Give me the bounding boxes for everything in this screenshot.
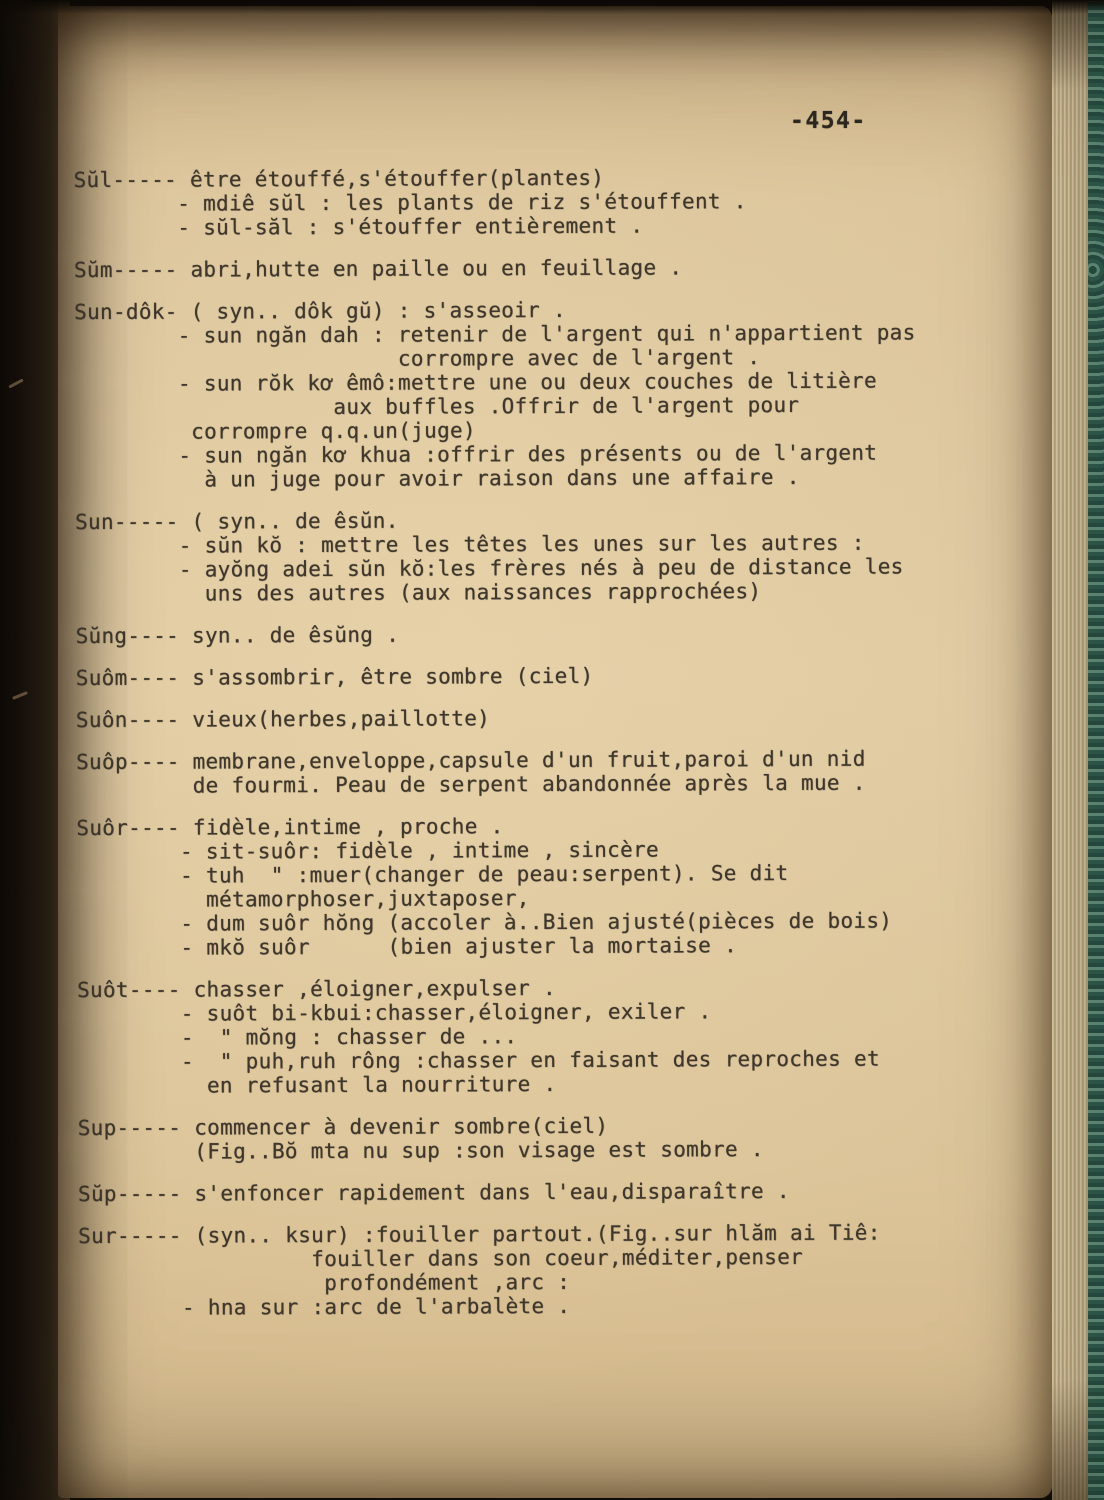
entry-line: - sun rŏk kơ êmô:mettre une ou deux couches de litière [74,368,877,397]
entry-line: Sŭl----- être étouffé,s'étouffer(plantes) [73,165,605,193]
entry-line: - sŭl-săl : s'étouffer entièrement . [73,213,644,241]
entry-line: aux buffles .Offrir de l'argent pour [74,392,800,421]
dictionary-entry [77,974,1036,1098]
entry-line: - mkŏ suôr (bien ajuster la mortaise . [76,933,738,961]
photo-top-shadow [0,0,1104,14]
entry-line: en refusant la nourriture . [77,1071,557,1099]
dictionary-entry [78,1178,1036,1206]
page-edges [1052,0,1088,1500]
entry-line: - sun ngăn kơ khua :offrir des présents ou de l'argent [74,440,878,469]
binding-stitch [12,691,28,700]
entry-line: - tuh " :muer(changer de peau:serpent). Se dit [76,860,789,889]
dictionary-entry [75,620,1033,648]
dictionary-entry [78,1112,1036,1164]
entry-line: corrompre avec de l'argent . [74,345,761,373]
entry-line: fouiller dans son coeur,méditer,penser [78,1244,804,1273]
dictionary-entry [75,506,1033,606]
entry-line: Sur----- (syn.. ksur) :fouiller partout.(Fig..sur hlăm ai Tiê: [78,1220,881,1249]
entry-line: Sŭp----- s'enfoncer rapidement dans l'eau,disparaître . [77,1178,790,1207]
entry-line: Sun-dôk- ( syn.. dôk gŭ) : s'asseoir . [74,297,567,325]
dictionary-entry [73,164,1031,240]
dictionary-entry [74,296,1033,492]
entry-line: - suôt bi-kbui:chasser,éloigner, exiler . [77,999,712,1027]
dictionary-entry [76,662,1034,690]
dictionary-entry [76,746,1034,798]
dictionary-entry [76,704,1034,732]
entry-line: - sŭn kŏ : mettre les têtes les unes sur les autres : [75,530,865,559]
entry-line: Sun----- ( syn.. de êsŭn. [74,508,399,535]
dictionary-entry [74,254,1032,282]
dictionary-text [73,164,1036,1320]
entry-line: à un juge pour avoir raison dans une affaire . [74,464,800,493]
entry-line: Sŭm----- abri,hutte en paille ou en feuillage . [73,255,683,283]
marbled-cover-edge [1088,0,1104,1500]
entry-line: - mdiê sŭl : les plants de riz s'étouffent . [73,189,747,217]
dictionary-entry [76,812,1035,960]
entry-line: Sŭng---- syn.. de êsŭng . [75,622,400,649]
entry-line: - " mŏng : chasser de ... [77,1024,518,1051]
entry-line: - sun ngăn dah : retenir de l'argent qui n'appartient pas [74,320,916,349]
entry-line: - dum suôr hŏng (accoler à..Bien ajusté(pièces de bois) [76,908,893,937]
entry-line: profondément ,arc : [78,1269,571,1297]
entry-line: - ayŏng adei sŭn kŏ:les frères nés à peu de distance les [75,554,904,583]
entry-line: (Fig..Bŏ mta nu sup :son visage est sombre . [77,1137,764,1165]
entry-line: - " puh,ruh rông :chasser en faisant des reproches et [77,1046,880,1075]
binding-stitch [8,378,24,388]
entry-line: Suôr---- fidèle,intime , proche . [76,814,504,841]
entry-line: Sup----- commencer à devenir sombre(ciel) [77,1113,609,1141]
book-page [58,6,1052,1498]
page-number: -454- [790,108,867,134]
entry-line: métamorphoser,juxtaposer, [76,886,530,913]
entry-line: Suôm---- s'assombrir, être sombre (ciel) [75,663,594,691]
entry-line: Suôp---- membrane,enveloppe,capsule d'un fruit,paroi d'un nid [76,746,866,775]
entry-line: - sit-suôr: fidèle , intime , sincère [76,837,659,865]
entry-line: - hna sur :arc de l'arbalète . [78,1293,571,1321]
entry-line: uns des autres (aux naissances rapprochées) [75,579,762,607]
entry-line: Suôn---- vieux(herbes,paillotte) [75,706,491,733]
entry-line: de fourmi. Peau de serpent abandonnée après la mue . [76,770,866,799]
entry-line: corrompre q.q.un(juge) [74,418,476,445]
dictionary-entry [78,1220,1036,1320]
entry-line: Suôt---- chasser ,éloigner,expulser . [77,975,557,1003]
